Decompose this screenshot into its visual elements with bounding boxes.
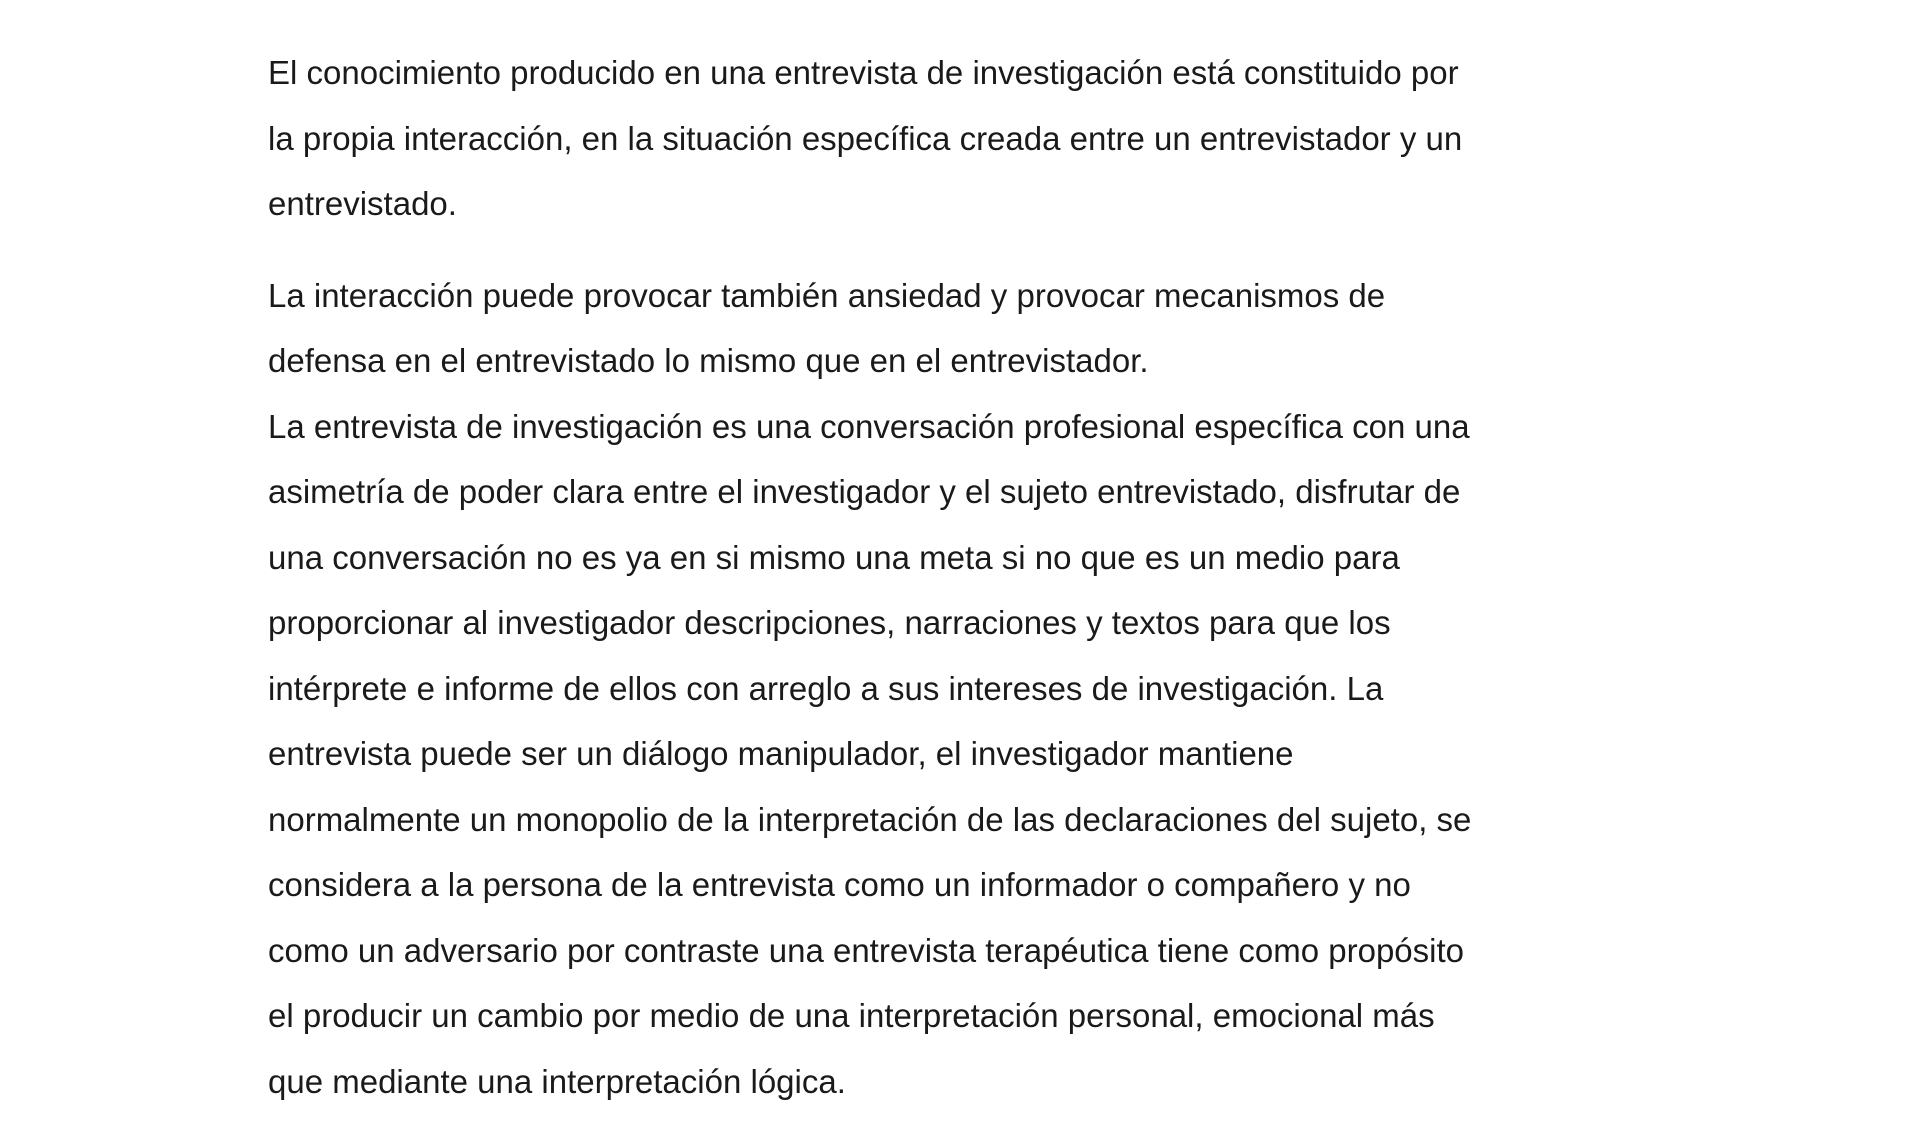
text-line: La entrevista de investigación es una conversación profesional específica con una [268,407,1470,445]
paragraph-3 [268,394,1668,1115]
document-body [268,40,1668,1114]
text-line: como un adversario por contraste una entrevista terapéutica tiene como propósito [268,931,1465,969]
text-line: el producir un cambio por medio de una interpretación personal, emocional más [268,997,1435,1034]
text-line: El conocimiento producido en una entrevista de investigación está constituido por [268,54,1459,91]
paragraph-1 [268,40,1668,237]
text-line: defensa en el entrevistado lo mismo que en el entrevistador. [268,342,1149,379]
text-line: la propia interacción, en la situación específica creada entre un entrevistador y un [268,119,1463,157]
text-line: que mediante una interpretación lógica. [268,1062,846,1100]
text-line: intérprete e informe de ellos con arreglo a sus intereses de investigación. La [268,669,1384,707]
text-line: entrevistado. [268,185,457,222]
text-line: proporcionar al investigador descripciones, narraciones y textos para que los [268,604,1391,641]
text-line: entrevista puede ser un diálogo manipulador, el investigador mantiene [268,735,1294,772]
text-line: normalmente un monopolio de la interpretación de las declaraciones del sujeto, se [268,800,1472,838]
text-line: asimetría de poder clara entre el investigador y el sujeto entrevistado, disfrutar de [268,473,1461,510]
text-line: considera a la persona de la entrevista como un informador o compañero y no [268,866,1411,903]
text-line: La interacción puede provocar también ansiedad y provocar mecanismos de [268,276,1386,314]
paragraph-2 [268,263,1668,394]
text-line: una conversación no es ya en si mismo una meta si no que es un medio para [268,538,1400,576]
